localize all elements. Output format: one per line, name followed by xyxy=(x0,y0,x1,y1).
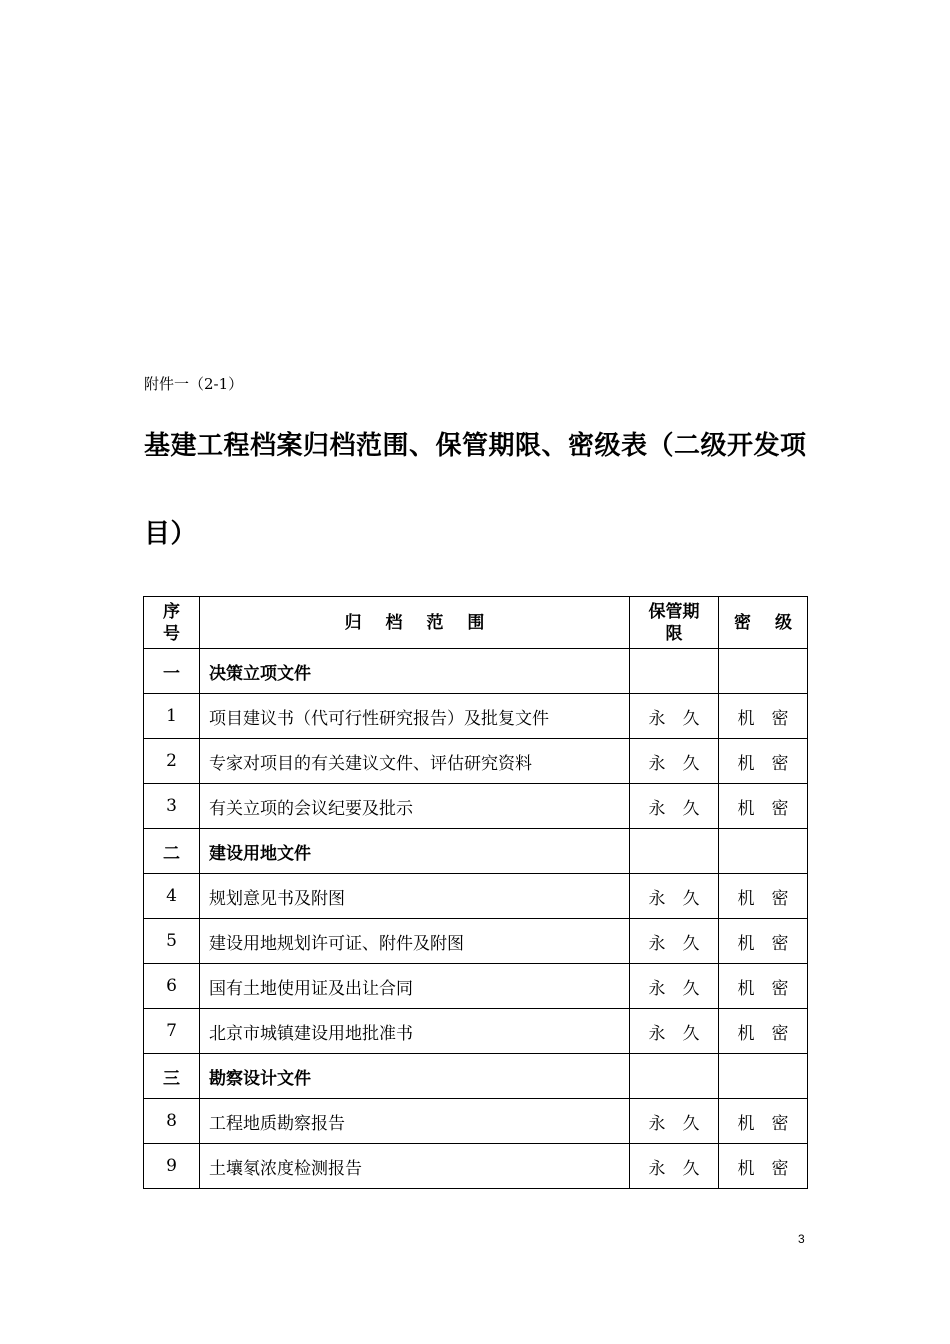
header-retention-line-2: 限 xyxy=(665,623,683,644)
cell-secrecy: 机 密 xyxy=(719,694,808,739)
header-retention xyxy=(630,597,719,649)
header-seq-line-2: 号 xyxy=(163,623,180,644)
cell-scope: 勘察设计文件 xyxy=(200,1054,630,1099)
cell-secrecy: 机 密 xyxy=(719,1144,808,1189)
cell-secrecy: 机 密 xyxy=(719,919,808,964)
cell-retention xyxy=(630,1054,719,1099)
cell-secrecy: 机 密 xyxy=(719,1099,808,1144)
cell-scope: 建设用地规划许可证、附件及附图 xyxy=(200,919,630,964)
document-title-line-2: 目） xyxy=(144,519,198,549)
table-row xyxy=(144,739,808,784)
cell-scope: 建设用地文件 xyxy=(200,829,630,874)
cell-secrecy: 机 密 xyxy=(719,874,808,919)
table-row xyxy=(144,1099,808,1144)
cell-seq: 一 xyxy=(144,649,200,694)
cell-seq: 三 xyxy=(144,1054,200,1099)
cell-retention xyxy=(630,649,719,694)
cell-retention: 永 久 xyxy=(630,694,719,739)
header-seq xyxy=(144,597,200,649)
cell-seq: 7 xyxy=(144,1009,200,1054)
table-row xyxy=(144,1009,808,1054)
cell-seq: 9 xyxy=(144,1144,200,1189)
cell-secrecy: 机 密 xyxy=(719,964,808,1009)
cell-retention xyxy=(630,829,719,874)
cell-scope: 规划意见书及附图 xyxy=(200,874,630,919)
cell-secrecy xyxy=(719,649,808,694)
cell-secrecy xyxy=(719,1054,808,1099)
table-section-row xyxy=(144,829,808,874)
table-row xyxy=(144,919,808,964)
cell-retention: 永 久 xyxy=(630,1009,719,1054)
cell-secrecy: 机 密 xyxy=(719,784,808,829)
cell-scope: 国有土地使用证及出让合同 xyxy=(200,964,630,1009)
cell-scope: 专家对项目的有关建议文件、评估研究资料 xyxy=(200,739,630,784)
cell-seq: 5 xyxy=(144,919,200,964)
table-header-row xyxy=(144,597,808,649)
header-secrecy: 密 级 xyxy=(719,597,808,649)
cell-scope: 有关立项的会议纪要及批示 xyxy=(200,784,630,829)
table-section-row xyxy=(144,649,808,694)
archive-scope-table xyxy=(143,596,808,1189)
table-row xyxy=(144,964,808,1009)
cell-secrecy: 机 密 xyxy=(719,1009,808,1054)
table-row xyxy=(144,1144,808,1189)
cell-seq: 1 xyxy=(144,694,200,739)
cell-retention: 永 久 xyxy=(630,784,719,829)
attachment-label: 附件一（2-1） xyxy=(144,375,244,393)
cell-seq: 2 xyxy=(144,739,200,784)
cell-scope: 决策立项文件 xyxy=(200,649,630,694)
cell-scope: 项目建议书（代可行性研究报告）及批复文件 xyxy=(200,694,630,739)
cell-seq: 二 xyxy=(144,829,200,874)
cell-seq: 3 xyxy=(144,784,200,829)
table-row xyxy=(144,694,808,739)
cell-retention: 永 久 xyxy=(630,739,719,784)
cell-retention: 永 久 xyxy=(630,1144,719,1189)
table-section-row xyxy=(144,1054,808,1099)
table-row xyxy=(144,784,808,829)
document-title xyxy=(144,426,824,554)
header-seq-line-1: 序 xyxy=(163,601,180,622)
cell-scope: 土壤氡浓度检测报告 xyxy=(200,1144,630,1189)
cell-seq: 6 xyxy=(144,964,200,1009)
table-row xyxy=(144,874,808,919)
cell-seq: 4 xyxy=(144,874,200,919)
cell-secrecy: 机 密 xyxy=(719,739,808,784)
cell-retention: 永 久 xyxy=(630,874,719,919)
header-retention-line-1: 保管期 xyxy=(648,601,700,622)
cell-scope: 北京市城镇建设用地批准书 xyxy=(200,1009,630,1054)
cell-retention: 永 久 xyxy=(630,964,719,1009)
cell-retention: 永 久 xyxy=(630,1099,719,1144)
cell-retention: 永 久 xyxy=(630,919,719,964)
table-body xyxy=(144,649,808,1189)
header-scope: 归 档 范 围 xyxy=(200,597,630,649)
cell-seq: 8 xyxy=(144,1099,200,1144)
cell-scope: 工程地质勘察报告 xyxy=(200,1099,630,1144)
cell-secrecy xyxy=(719,829,808,874)
document-title-line-1: 基建工程档案归档范围、保管期限、密级表（二级开发项 xyxy=(144,431,807,461)
page-number: 3 xyxy=(798,1232,805,1246)
